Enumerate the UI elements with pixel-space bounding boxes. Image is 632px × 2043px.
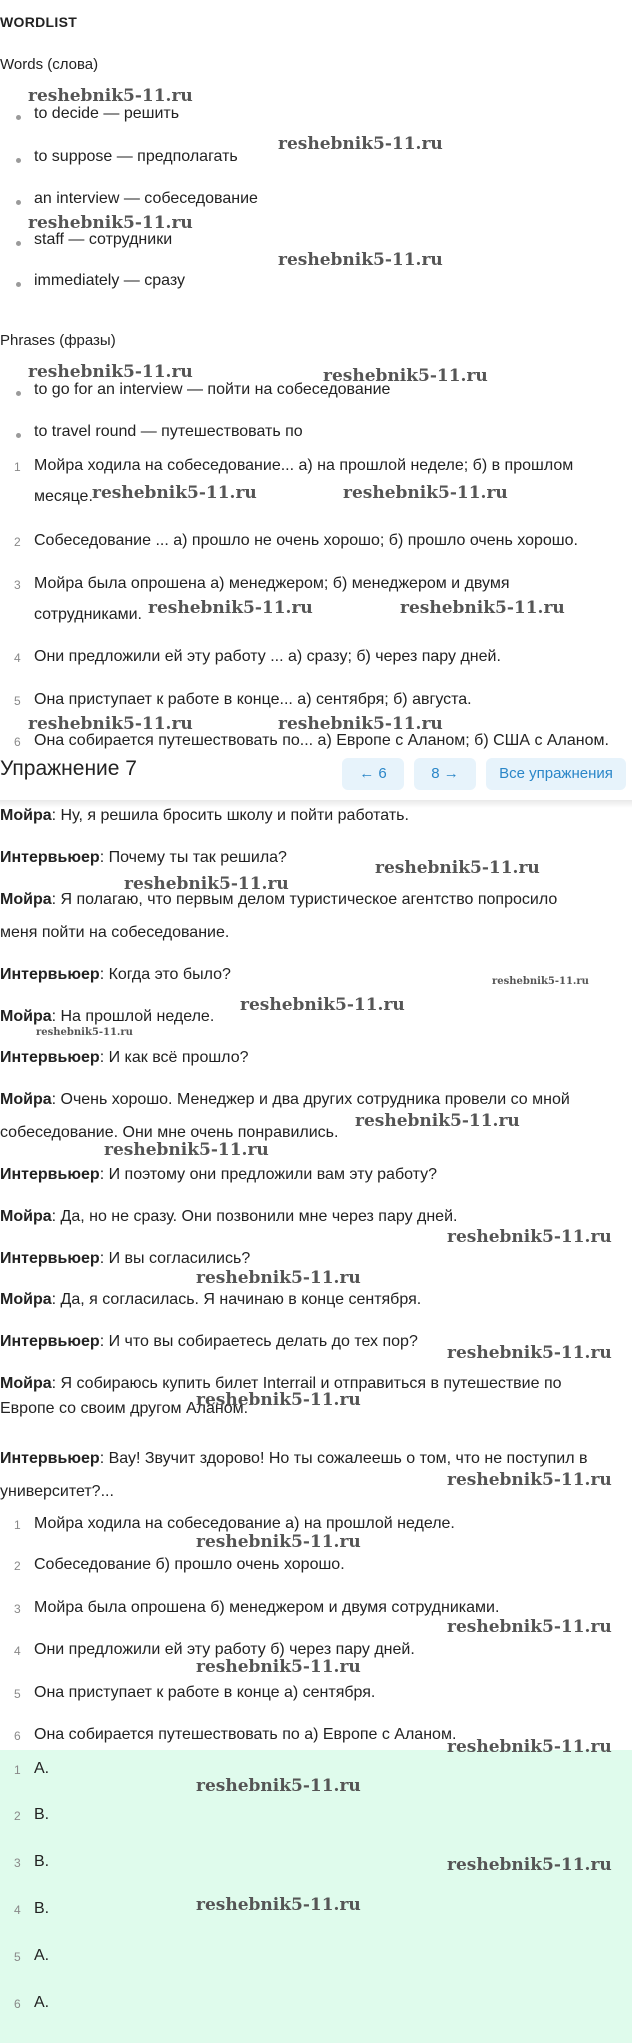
question-text: сотрудниками. — [34, 606, 142, 623]
speaker: Мойра — [0, 1208, 52, 1225]
bullet — [16, 115, 21, 120]
question-number: 4 — [14, 651, 21, 665]
summary-text: Они предложили ей эту работу б) через пару дней. — [34, 1641, 415, 1658]
question-text: Мойра ходила на собеседование... а) на прошлой неделе; б) в прошлом — [34, 457, 574, 474]
watermark: reshebnik5-11.ru — [447, 1470, 612, 1490]
summary-number: 2 — [14, 1559, 21, 1573]
answer-text: B. — [34, 1806, 50, 1823]
watermark: reshebnik5-11.ru — [196, 1895, 361, 1915]
question-text: Мойра была опрошена а) менеджером; б) менеджером и двумя — [34, 575, 510, 592]
dialogue-line: Интервьюер: Почему ты так решила? — [0, 849, 287, 866]
watermark: reshebnik5-11.ru — [28, 213, 193, 233]
watermark: reshebnik5-11.ru — [447, 1343, 612, 1363]
speaker: Интервьюер — [0, 1333, 100, 1350]
dialogue-line: Интервьюер: И поэтому они предложили вам эту работу? — [0, 1166, 438, 1183]
dialogue-line: Мойра: Да, но не сразу. Они позвонили мне через пару дней. — [0, 1208, 458, 1225]
watermark: reshebnik5-11.ru — [278, 250, 443, 270]
dialogue-line: Мойра: Я полагаю, что первым делом туристическое агентство попросило — [0, 891, 558, 908]
bullet — [16, 200, 21, 205]
answer-number: 1 — [14, 1763, 21, 1777]
speaker: Мойра — [0, 891, 52, 908]
watermark: reshebnik5-11.ru — [148, 598, 313, 618]
next-exercise-button[interactable]: 8 → — [414, 758, 476, 790]
watermark: reshebnik5-11.ru — [400, 598, 565, 618]
wordlist-heading: WORDLIST — [0, 14, 78, 30]
speaker: Интервьюер — [0, 1250, 100, 1267]
watermark: reshebnik5-11.ru — [28, 86, 193, 106]
watermark: reshebnik5-11.ru — [28, 362, 193, 382]
dialogue-line: Интервьюер: И что вы собираетесь делать до тех пор? — [0, 1333, 418, 1350]
question-number: 6 — [14, 735, 21, 749]
answer-text: A. — [34, 1760, 50, 1777]
dialogue-line: университет?... — [0, 1483, 114, 1500]
dialogue-line: Интервьюер: И как всё прошло? — [0, 1049, 249, 1066]
question-number: 3 — [14, 578, 21, 592]
watermark: reshebnik5-11.ru — [36, 1027, 133, 1038]
summary-text: Собеседование б) прошло очень хорошо. — [34, 1556, 345, 1573]
list-item: to go for an interview — пойти на собеседование — [34, 381, 391, 398]
words-heading: Words (слова) — [0, 56, 99, 73]
summary-text: Она собирается путешествовать по а) Европе с Аланом. — [34, 1726, 457, 1743]
question-text: Она собирается путешествовать по... а) Европе с Аланом; б) США с Аланом. — [34, 732, 609, 749]
question-number: 2 — [14, 535, 21, 549]
dialogue-line: Европе со своим другом Аланом. — [0, 1400, 249, 1417]
watermark: reshebnik5-11.ru — [124, 874, 289, 894]
list-item: staff — сотрудники — [34, 231, 173, 248]
speaker: Интервьюер — [0, 1450, 100, 1467]
watermark: reshebnik5-11.ru — [343, 483, 508, 503]
answer-number: 2 — [14, 1809, 21, 1823]
summary-number: 5 — [14, 1687, 21, 1701]
answer-number: 4 — [14, 1903, 21, 1917]
watermark: reshebnik5-11.ru — [196, 1532, 361, 1552]
question-number: 1 — [14, 460, 21, 474]
dialogue-line: Мойра: Ну, я решила бросить школу и пойти работать. — [0, 807, 409, 824]
watermark: reshebnik5-11.ru — [196, 1268, 361, 1288]
watermark: reshebnik5-11.ru — [196, 1657, 361, 1677]
speaker: Интервьюер — [0, 1049, 100, 1066]
watermark: reshebnik5-11.ru — [447, 1617, 612, 1637]
dialogue-line: меня пойти на собеседование. — [0, 924, 230, 941]
answer-number: 3 — [14, 1856, 21, 1870]
watermark: reshebnik5-11.ru — [447, 1227, 612, 1247]
list-item: to travel round — путешествовать по — [34, 423, 303, 440]
speaker: Мойра — [0, 1291, 52, 1308]
speaker: Мойра — [0, 1008, 52, 1025]
dialogue-line: Интервьюер: Когда это было? — [0, 966, 231, 983]
question-text: месяце. — [34, 488, 93, 505]
summary-text: Мойра была опрошена б) менеджером и двумя сотрудниками. — [34, 1599, 500, 1616]
watermark: reshebnik5-11.ru — [196, 1390, 361, 1410]
bullet — [16, 241, 21, 246]
watermark: reshebnik5-11.ru — [447, 1737, 612, 1757]
bullet — [16, 391, 21, 396]
watermark: reshebnik5-11.ru — [323, 366, 488, 386]
dialogue-line: Мойра: На прошлой неделе. — [0, 1008, 215, 1025]
exercise-title: Упражнение 7 — [0, 757, 137, 780]
phrases-heading: Phrases (фразы) — [0, 332, 116, 349]
all-exercises-button[interactable]: Все упражнения — [486, 758, 626, 790]
watermark: reshebnik5-11.ru — [92, 483, 257, 503]
bullet — [16, 282, 21, 287]
bullet — [16, 158, 21, 163]
watermark: reshebnik5-11.ru — [104, 1140, 269, 1160]
dialogue-line: Интервьюер: И вы согласились? — [0, 1250, 251, 1267]
speaker: Интервьюер — [0, 966, 100, 983]
speaker: Мойра — [0, 1375, 52, 1392]
bullet — [16, 433, 21, 438]
answer-number: 5 — [14, 1950, 21, 1964]
list-item: to decide — решить — [34, 105, 180, 122]
list-item: immediately — сразу — [34, 272, 186, 289]
list-item: to suppose — предполагать — [34, 148, 238, 165]
list-item: an interview — собеседование — [34, 190, 258, 207]
answer-text: B. — [34, 1853, 50, 1870]
watermark: reshebnik5-11.ru — [28, 714, 193, 734]
summary-number: 4 — [14, 1644, 21, 1658]
dialogue-line: Мойра: Да, я согласилась. Я начинаю в конце сентября. — [0, 1291, 422, 1308]
dialogue-line: Мойра: Я собираюсь купить билет Interrail и отправиться в путешествие по — [0, 1375, 562, 1392]
watermark: reshebnik5-11.ru — [447, 1855, 612, 1875]
question-number: 5 — [14, 694, 21, 708]
speaker: Интервьюер — [0, 1166, 100, 1183]
summary-number: 6 — [14, 1729, 21, 1743]
watermark: reshebnik5-11.ru — [375, 858, 540, 878]
dialogue-line: собеседование. Они мне очень понравились. — [0, 1124, 339, 1141]
watermark: reshebnik5-11.ru — [278, 714, 443, 734]
question-text: Они предложили ей эту работу ... а) сразу; б) через пару дней. — [34, 648, 501, 665]
watermark: reshebnik5-11.ru — [196, 1776, 361, 1796]
watermark: reshebnik5-11.ru — [355, 1111, 520, 1131]
prev-exercise-button[interactable]: ← 6 — [342, 758, 404, 790]
answer-text: A. — [34, 1947, 50, 1964]
dialogue-line: Интервьюер: Вау! Звучит здорово! Но ты сожалеешь о том, что не поступил в — [0, 1450, 588, 1467]
speaker: Мойра — [0, 807, 52, 824]
answer-text: A. — [34, 1994, 50, 2011]
summary-number: 1 — [14, 1518, 21, 1532]
summary-text: Мойра ходила на собеседование а) на прошлой неделе. — [34, 1515, 455, 1532]
answer-text: B. — [34, 1900, 50, 1917]
summary-number: 3 — [14, 1602, 21, 1616]
summary-text: Она приступает к работе в конце а) сентября. — [34, 1684, 376, 1701]
question-text: Собеседование ... а) прошло не очень хорошо; б) прошло очень хорошо. — [34, 532, 578, 549]
answer-number: 6 — [14, 1997, 21, 2011]
speaker: Интервьюер — [0, 849, 100, 866]
speaker: Мойра — [0, 1091, 52, 1108]
question-text: Она приступает к работе в конце... а) сентября; б) августа. — [34, 691, 472, 708]
watermark: reshebnik5-11.ru — [492, 976, 589, 987]
watermark: reshebnik5-11.ru — [240, 995, 405, 1015]
dialogue-line: Мойра: Очень хорошо. Менеджер и два других сотрудника провели со мной — [0, 1091, 570, 1108]
watermark: reshebnik5-11.ru — [278, 134, 443, 154]
